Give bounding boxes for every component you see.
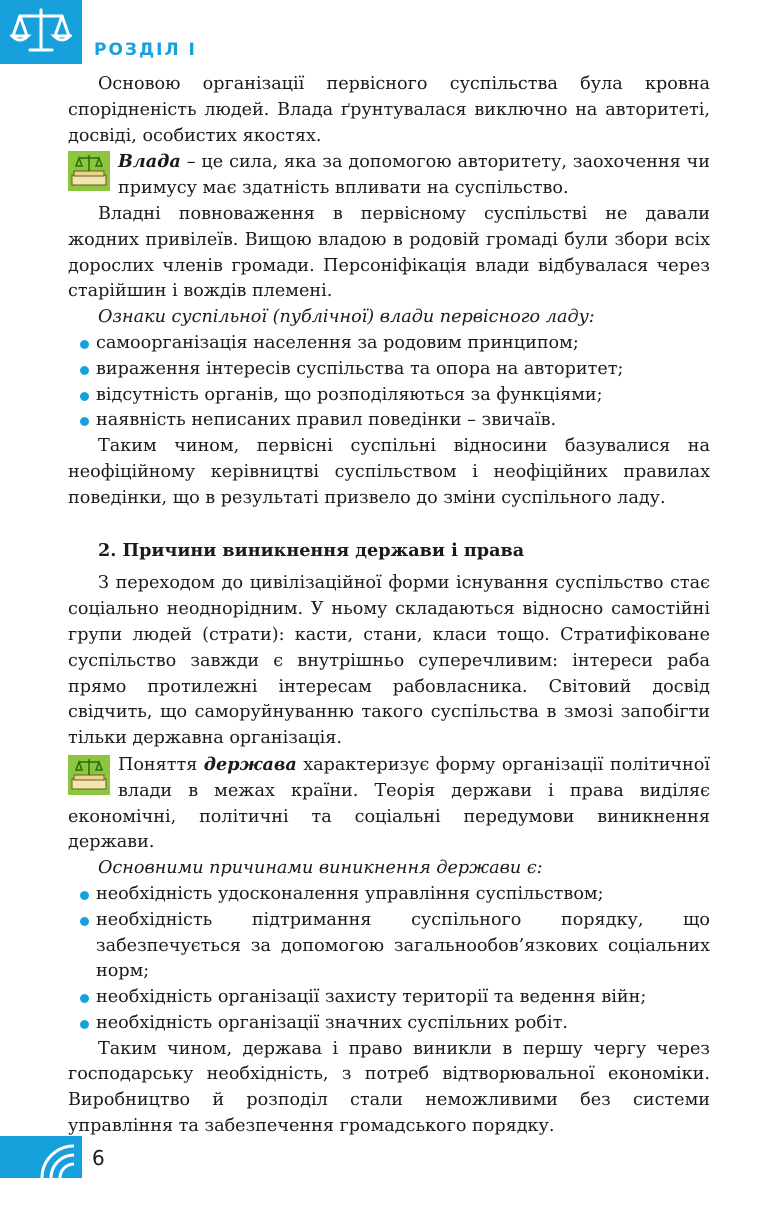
paragraph-1: Основою організації первісного суспільства була кровна спорідненість людей. Влада ґрунтувалася виключно на авторитеті, досвіді, особистих якостях. — [68, 74, 710, 146]
scales-icon — [10, 6, 72, 58]
list-1-item: відсутність органів, що розподіляються за функціями; — [68, 383, 710, 409]
list-2-item: необхідність підтримання суспільного порядку, що забезпечується за допомогою загальнообов’язкових соціальних норм; — [68, 908, 710, 985]
term-derzhava: держава — [203, 753, 297, 775]
bullet-dot — [80, 392, 89, 401]
bullet-dot — [80, 917, 89, 926]
bullet-dot — [80, 340, 89, 349]
wave-arcs-icon — [32, 1136, 82, 1178]
list-2-item: необхідність організації захисту території та ведення війн; — [68, 985, 710, 1011]
bullet-dot — [80, 366, 89, 375]
list-1-item: самоорганізація населення за родовим принципом; — [68, 331, 710, 357]
list-2-item: необхідність організації значних суспільних робіт. — [68, 1011, 710, 1037]
definition-derzhava — [68, 752, 710, 856]
page-number: 6 — [92, 1146, 105, 1170]
bullet-dot — [80, 1020, 89, 1029]
section-corner-box — [0, 0, 82, 64]
bullet-dot — [80, 994, 89, 1003]
definition-vlada — [68, 149, 710, 202]
definition-vlada-text: – це сила, яка за допомогою авторитету, заохочення чи примусу має здатність впливати на суспільство. — [118, 152, 710, 199]
list-1-item: вираження інтересів суспільства та опора на авторитет; — [68, 357, 710, 383]
footer-corner-box — [0, 1136, 82, 1178]
list-1-item: наявність неписаних правил поведінки – звичаїв. — [68, 408, 710, 434]
book-scales-icon — [68, 755, 110, 795]
list-2-item: необхідність удосконалення управління суспільством; — [68, 882, 710, 908]
definition-derzhava-pre: Поняття — [118, 754, 204, 775]
term-vlada: Влада — [118, 151, 181, 173]
paragraph-2: Владні повноваження в первісному суспільстві не давали жодних привілеїв. Вищою владою в родовій громаді були збори всіх дорослих членів громади. Персоніфікація влади відбувалася через старійшин і вождів племені. — [68, 203, 710, 302]
paragraph-3: Таким чином, первісні суспільні відносини базувалися на неофіційному керівництві суспільством і неофіційних правилах поведінки, що в результаті призвело до зміни суспільного ладу. — [68, 436, 710, 508]
definition-derzhava-text: характеризує форму організації політичної влади в межах країни. — [118, 754, 711, 801]
paragraph-4: З переходом до цивілізаційної форми існування суспільство стає соціально неоднорідним. У ньому складаються відносно самостійні групи людей (страти): касти, стани, класи тощо. Стратифіковане суспільство завжди є внутрішньо суперечливим: інтереси раба прямо протилежні інтересам рабовласника. Світовий досвід свідчить, що саморуйнуванню такого суспільства в змозі запобігти тільки державна організація. — [68, 573, 710, 749]
paragraph-5: Таким чином, держава і право виникли в першу чергу через господарську необхідність, з потреб відтворювальної економіки. Виробництво й розподіл стали неможливими без системи управління та забезпечення громадського порядку. — [68, 1038, 710, 1137]
bullet-dot — [80, 891, 89, 900]
section-label: РОЗДІЛ І — [94, 40, 197, 60]
section-heading-2: 2. Причини виникнення держави і права — [98, 539, 525, 561]
book-scales-icon — [68, 151, 110, 191]
bullet-dot — [80, 417, 89, 426]
page-content — [68, 72, 710, 1140]
definition-derzhava-rest: Теорія держави і права виділяє економічні, політичні та соціальні передумови виникнення держави. — [68, 780, 710, 853]
list-1-title: Ознаки суспільної (публічної) влади первісного ладу: — [98, 307, 595, 328]
list-2-title: Основними причинами виникнення держави є: — [98, 858, 543, 879]
